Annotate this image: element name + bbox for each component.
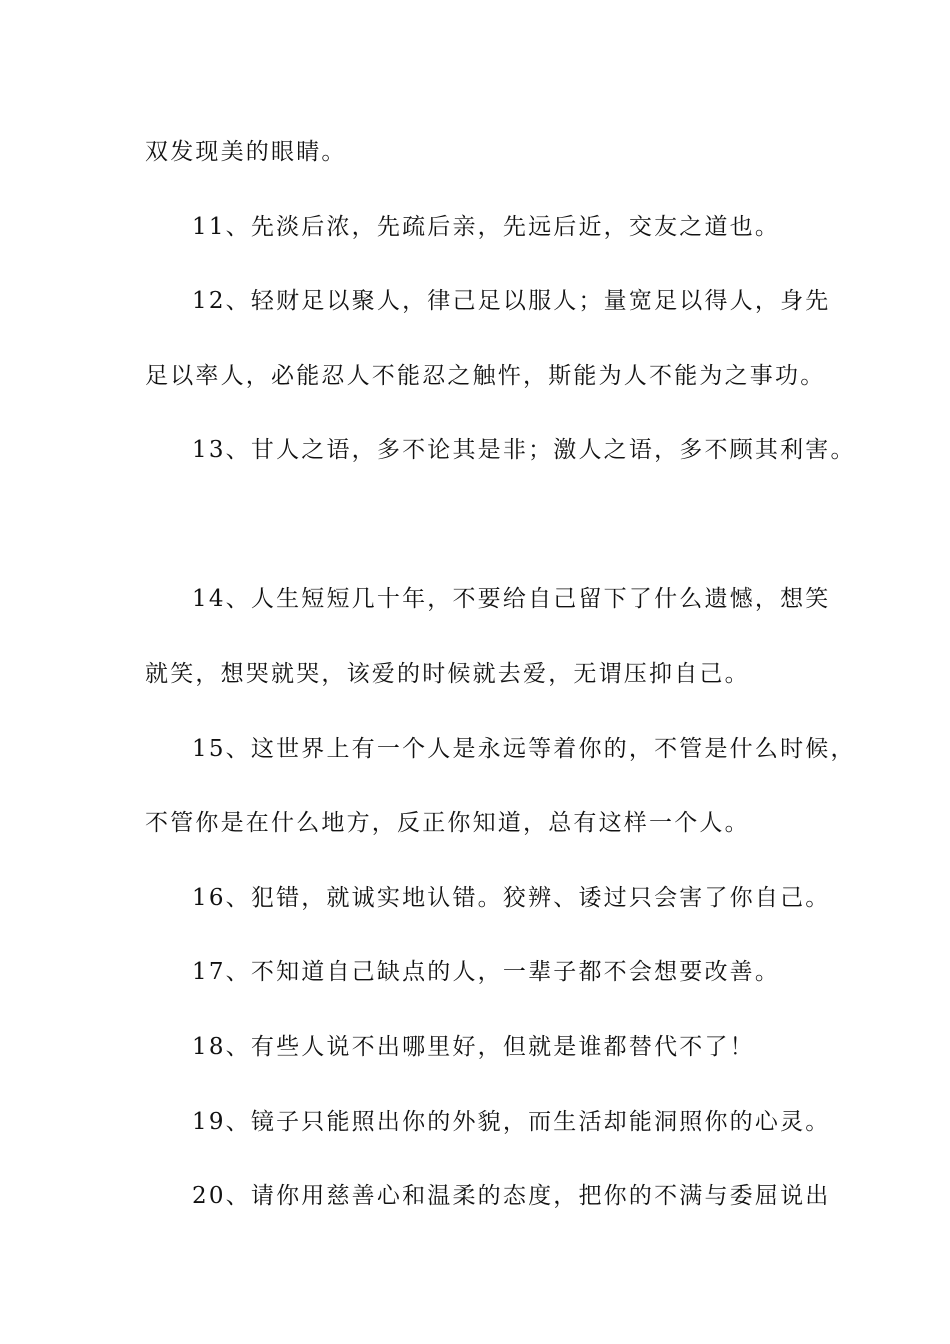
quote-14-start: 14、人生短短几十年，不要给自己留下了什么遗憾，想笑 (192, 586, 831, 612)
quote-15-end: 不管你是在什么地方，反正你知道，总有这样一个人。 (145, 810, 750, 836)
quote-19: 19、镜子只能照出你的外貌，而生活却能洞照你的心灵。 (192, 1109, 831, 1135)
quote-12-start: 12、轻财足以聚人，律己足以服人；量宽足以得人，身先 (192, 288, 831, 314)
quote-11: 11、先淡后浓，先疏后亲，先远后近，交友之道也。 (192, 214, 781, 240)
quote-17: 17、不知道自己缺点的人，一辈子都不会想要改善。 (192, 959, 781, 985)
text-line-continuation: 双发现美的眼睛。 (145, 139, 347, 165)
quote-13: 13、甘人之语，多不论其是非；激人之语，多不顾其利害。 (192, 437, 856, 463)
quote-18: 18、有些人说不出哪里好，但就是谁都替代不了！ (192, 1034, 755, 1060)
quote-20-start: 20、请你用慈善心和温柔的态度，把你的不满与委屈说出 (192, 1183, 831, 1209)
quote-16: 16、犯错，就诚实地认错。狡辨、诿过只会害了你自己。 (192, 885, 831, 911)
quote-12-end: 足以率人，必能忍人不能忍之触忤，斯能为人不能为之事功。 (145, 363, 826, 389)
quote-15-start: 15、这世界上有一个人是永远等着你的，不管是什么时候， (192, 736, 856, 762)
quote-14-end: 就笑，想哭就哭，该爱的时候就去爱，无谓压抑自己。 (145, 661, 750, 687)
